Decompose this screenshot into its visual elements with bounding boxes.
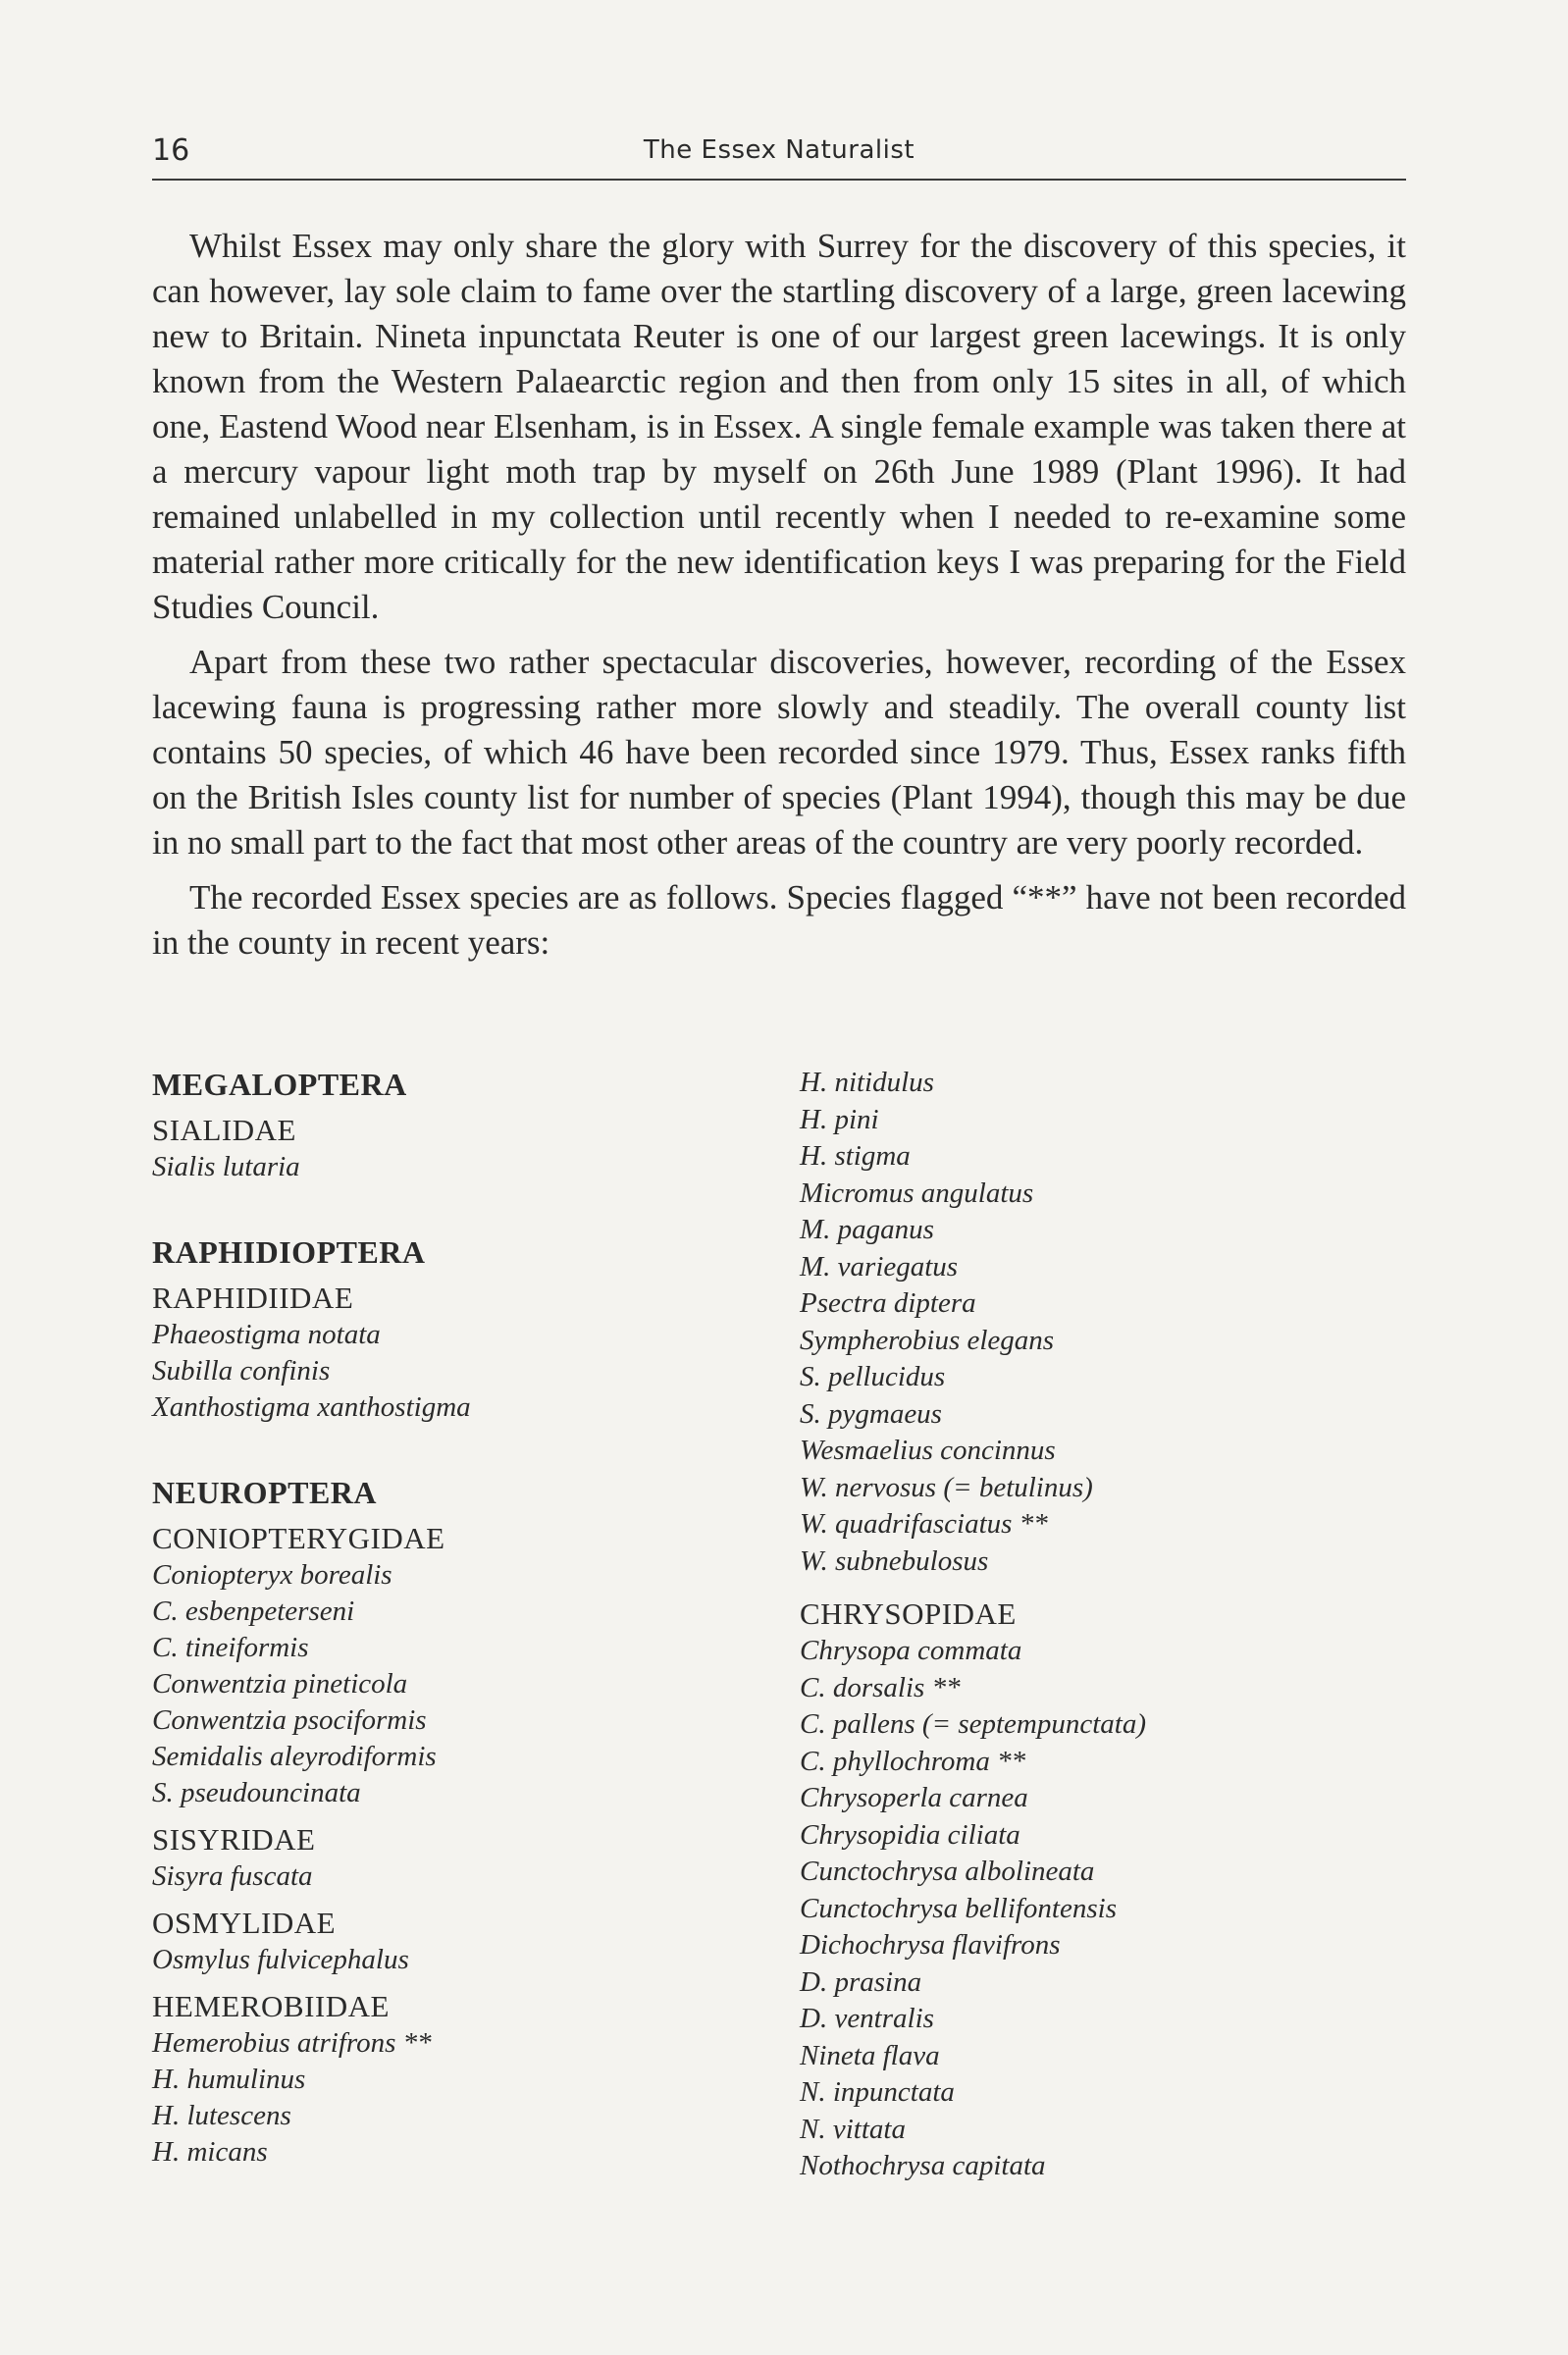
species-name: Subilla confinis <box>152 1355 331 1387</box>
species-name: W. quadrifasciatus ** <box>800 1508 1048 1540</box>
species-name: Hemerobius atrifrons ** <box>152 2027 432 2059</box>
species-name: Sialis lutaria <box>152 1151 300 1182</box>
paragraph: Whilst Essex may only share the glory with Surrey for the discovery of this species, it can however, lay sole claim to fame over the startling discovery of a large, green lacewing new to Britain. Nineta inpunctata Reuter is one of our largest green lacewings. It is only known from the Western Palaearctic region and then from only 15 sites in all, of which one, Eastend Wood near Elsenham, is in Essex. A single female example was taken there at a mercury vapour light moth trap by myself on 26th June 1989 (Plant 1996). It had remained unlabelled in my collection until recently when I needed to re-examine some material rather more critically for the new identification keys I was preparing for the Field Studies Council. <box>152 227 1406 626</box>
species-name: Chrysopidia ciliata <box>800 1818 1020 1851</box>
species-name: M. paganus <box>800 1214 934 1245</box>
species-name: Micromus angulatus <box>800 1177 1034 1209</box>
species-name: C. phyllochroma ** <box>800 1745 1026 1777</box>
species-list-right-column <box>800 1065 1408 2185</box>
paragraph: Apart from these two rather spectacular discoveries, however, recording of the Essex lacewing fauna is progressing rather more slowly and steadily. The overall county list contains 50 species, of which 46 have been recorded since 1979. Thus, Essex ranks fifth on the British Isles county list for number of species (Plant 1994), though this may be due in no small part to the fact that most other areas of the country are very poorly recorded. <box>152 643 1406 862</box>
species-name: C. tineiformis <box>152 1632 309 1663</box>
species-name: C. dorsalis ** <box>800 1671 961 1703</box>
species-name: Semidalis aleyrodiformis <box>152 1741 437 1772</box>
species-name: Sisyra fuscata <box>152 1860 313 1892</box>
family-heading: HEMEROBIIDAE <box>152 1989 390 2023</box>
page-header <box>152 130 1406 181</box>
species-name: Cunctochrysa albolineata <box>800 1856 1095 1887</box>
order-heading: MEGALOPTERA <box>152 1067 407 1102</box>
species-name: D. ventralis <box>800 2003 934 2034</box>
order-heading: NEUROPTERA <box>152 1475 378 1510</box>
family-heading: SIALIDAE <box>152 1113 296 1147</box>
article-body <box>152 224 1406 975</box>
species-name: D. prasina <box>800 1965 922 1998</box>
species-name: Wesmaelius concinnus <box>800 1435 1056 1466</box>
page-number: 16 <box>152 133 190 168</box>
species-name: Coniopteryx borealis <box>152 1559 392 1591</box>
species-name: Dichochrysa flavifrons <box>800 1929 1061 1961</box>
species-name: S. pellucidus <box>800 1361 946 1392</box>
species-name: H. stigma <box>800 1140 911 1172</box>
family-heading: RAPHIDIIDAE <box>152 1281 354 1315</box>
family-heading: SISYRIDAE <box>152 1822 316 1857</box>
species-name: Nineta flava <box>800 2039 940 2071</box>
species-name: Conwentzia psociformis <box>152 1704 427 1736</box>
species-name: Nothochrysa capitata <box>800 2150 1046 2181</box>
species-list-left-column <box>152 1065 760 2171</box>
species-name: H. pini <box>800 1103 879 1135</box>
species-name: S. pygmaeus <box>800 1397 942 1430</box>
species-name: Chrysopa commata <box>800 1635 1022 1666</box>
species-name: H. humulinus <box>152 2064 306 2095</box>
running-title: The Essex Naturalist <box>643 135 915 165</box>
species-name: N. vittata <box>800 2113 906 2145</box>
species-name: Sympherobius elegans <box>800 1324 1055 1356</box>
species-name: C. pallens (= septempunctata) <box>800 1708 1147 1740</box>
species-name: C. esbenpeterseni <box>152 1596 355 1627</box>
species-name: H. micans <box>152 2136 268 2168</box>
species-name: H. lutescens <box>152 2100 291 2131</box>
order-heading: RAPHIDIOPTERA <box>152 1234 426 1270</box>
species-name: Conwentzia pineticola <box>152 1668 408 1700</box>
species-name: H. nitidulus <box>800 1067 934 1098</box>
species-name: Cunctochrysa bellifontensis <box>800 1892 1117 1924</box>
species-name: W. nervosus (= betulinus) <box>800 1471 1093 1503</box>
species-name: Osmylus fulvicephalus <box>152 1944 409 1975</box>
species-name: Chrysoperla carnea <box>800 1782 1028 1813</box>
species-name: M. variegatus <box>800 1250 959 1282</box>
species-name: Xanthostigma xanthostigma <box>152 1391 471 1423</box>
family-heading: CONIOPTERYGIDAE <box>152 1521 445 1555</box>
family-heading: OSMYLIDAE <box>152 1906 337 1940</box>
family-heading: CHRYSOPIDAE <box>800 1596 1017 1631</box>
species-name: N. inpunctata <box>800 2076 955 2108</box>
species-name: S. pseudouncinata <box>152 1777 361 1808</box>
species-name: Phaeostigma notata <box>152 1319 381 1350</box>
species-name: Psectra diptera <box>800 1287 976 1319</box>
paragraph: The recorded Essex species are as follows. Species flagged “**” have not been recorded in the county in recent years: <box>152 878 1406 962</box>
species-name: W. subnebulosus <box>800 1544 989 1577</box>
